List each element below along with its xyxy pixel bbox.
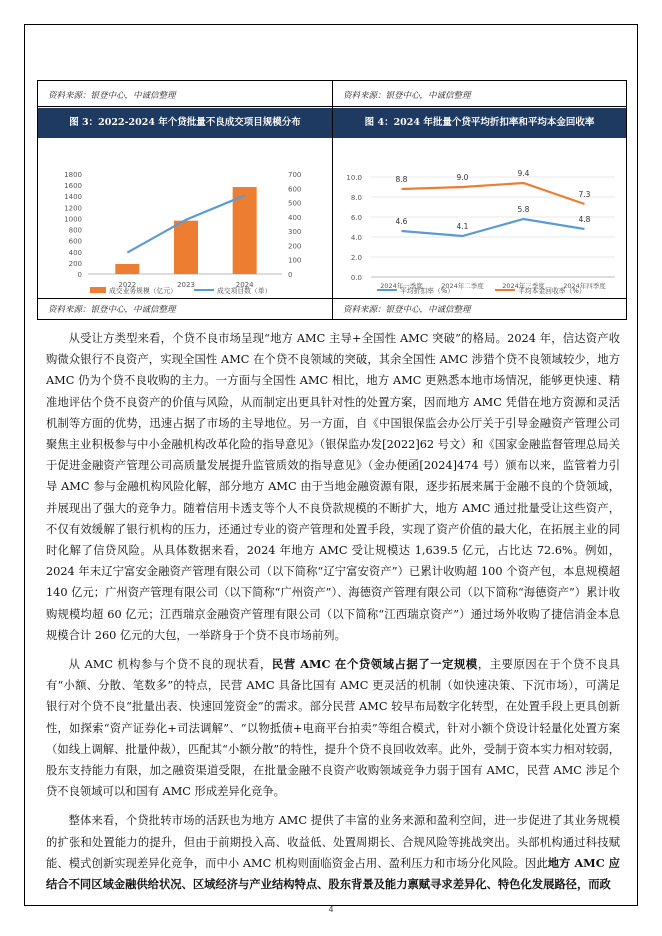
data-label-recovery: 7.3	[578, 190, 591, 199]
y-left-tick-label: 1600	[64, 182, 82, 191]
y-left-tick-label: 400	[68, 248, 82, 257]
legend-swatch-scale	[90, 287, 106, 293]
figure-3	[38, 81, 333, 319]
figure-4	[333, 81, 626, 319]
figure-table	[37, 80, 627, 320]
legend-label-discount: 平均折扣率（%）	[400, 287, 455, 295]
y-left-tick-label: 200	[68, 259, 82, 268]
bar-scale-2022	[115, 264, 139, 274]
data-label-recovery: 9.0	[456, 173, 469, 182]
data-label-discount: 5.8	[517, 205, 530, 214]
y-right-tick-label: 400	[288, 213, 302, 222]
body-paragraph	[46, 810, 620, 895]
legend-label-recovery: 平均本金回收率（%）	[518, 287, 586, 295]
y-tick-label: 8.0	[350, 194, 362, 202]
y-left-tick-label: 1000	[64, 215, 82, 224]
bold-text-run: 民营 AMC 在个贷领域占据了一定规模	[271, 657, 478, 672]
data-label-recovery: 8.8	[395, 175, 408, 184]
body-text	[46, 328, 620, 903]
y-tick-label: 10.0	[346, 174, 362, 182]
y-left-tick-label: 600	[68, 237, 82, 246]
data-label-discount: 4.1	[456, 222, 469, 231]
figure-3-source-bottom: 资料来源：银登中心，中诚信整理	[48, 305, 176, 315]
bold-text-run: 地方 AMC 应结合不同区域金融供给状况、区域经济与产业结构特点、股东背景及能力禀赋寻求差异化、特色化发展路径，而政	[46, 855, 620, 892]
page-number: 4	[328, 905, 334, 914]
bar-scale-2023	[174, 221, 198, 274]
y-left-tick-label: 0	[77, 271, 82, 279]
text-run: ，主要原因在于个贷不良具有“小额、分散、笔数多”的特点，民营 AMC 具备比国有 AMC 更灵活的机制（如快速决策、下沉市场），可满足银行对个贷不良“批量出表、快速回笼资金”的需求。部分民营 AMC 较早布局数字化转型，在处置手段上更具创新性，如探索“资产证券化+司法调解”、“以物抵债+电商平台拍卖”等组合模式，针对小额个贷设计轻量化处置方案（如线上调解、批量仲裁），匹配其“小额分散”的特性，提升个贷不良回收效率。此外，受制于资本实力相对较弱，股东支持能力有限，加之融资渠道受限，在批量金融不良资产收购领域竞争力弱于国有 AMC，民营 AMC 涉足个贷不良领域可以和国有 AMC 形成差异化竞争。	[46, 658, 620, 799]
legend-label-scale: 成交业务规模（亿元）	[109, 287, 177, 295]
x-tick-label: 2024	[235, 281, 254, 289]
figure-4-caption: 图 4：2024 年批量个贷平均折扣率和平均本金回收率	[333, 108, 626, 138]
y-tick-label: 2.0	[350, 254, 362, 262]
x-tick-label: 2022	[118, 281, 137, 289]
body-paragraph	[46, 328, 620, 646]
y-right-tick-label: 300	[288, 228, 302, 237]
text-run: 从 AMC 机构参与个贷不良的现状看，	[68, 658, 272, 672]
figure-3-source-top: 资料来源：银登中心，中诚信整理	[48, 91, 176, 101]
bar-scale-2024	[233, 187, 257, 274]
y-tick-label: 4.0	[350, 234, 362, 242]
y-right-tick-label: 0	[288, 271, 293, 279]
line-recovery	[402, 183, 585, 204]
y-right-tick-label: 700	[288, 171, 302, 179]
y-left-tick-label: 1400	[64, 193, 82, 202]
y-tick-label: 0.0	[350, 274, 362, 282]
figure-4-source-bottom: 资料来源：银登中心，中诚信整理	[343, 305, 471, 315]
body-paragraph	[46, 654, 620, 802]
text-run: 从受让方类型来看，个贷不良市场呈现“地方 AMC 主导+全国性 AMC 突破”的格局。2024 年，信达资产收购微众银行不良资产，实现全国性 AMC 在个贷不良领域的突破，其余全国性 AMC 涉猎个贷不良领域较少，地方 AMC 仍为个贷不良收购的主力。一方面与全国性 AMC 相比，地方 AMC 更熟悉本地市场情况，能够更快速、精准地评估个贷不良资产的价值与风险，从而制定出更具针对性的处置方案，因而地方 AMC 凭借在地方资源和灵活机制等方面的优势，迅速占据了市场的主导地位。另一方面，自《中国银保监会办公厅关于引导金融资产管理公司聚焦主业积极参与中小金融机构改革化险的指导意见》（银保监办发[2022]62 号文）和《国家金融监督管理总局关于促进金融资产管理公司高质量发展提升监管质效的指导意见》（金办便函[2024]474 号）颁布以来，监管着力引导 AMC 参与金融机构风险化解，部分地方 AMC 由于当地金融资源有限，逐步拓展来属于金融不良的个贷领域，并展现出了强大的竞争力。随着信用卡透支等个人不良贷款规模的不断扩大，地方 AMC 通过批量受让这些资产，不仅有效缓解了银行机构的压力，还通过专业的资产管理和处置手段，实现了资产价值的最大化，在拓展主业的同时化解了信贷风险。从具体数据来看，2024 年地方 AMC 受让规模达 1,639.5 亿元，占比达 72.6%。例如，2024 年末辽宁富安金融资产管理有限公司（以下简称“辽宁富安资产”）已累计收购超 100 个资产包，本息规模超 140 亿元；广州资产管理有限公司（以下简称“广州资产”）、海德资产管理有限公司（以下简称“海德资产”）累计收购规模均超 60 亿元；江西瑞京金融资产管理有限公司（以下简称“江西瑞京资产”）通过场外收购了捷信消金本息规模合计 260 亿元的大包，一举跻身于个贷不良市场前列。	[46, 332, 620, 642]
y-right-tick-label: 100	[288, 256, 302, 265]
figure-3-caption: 图 3：2022-2024 年个贷批量不良成交项目规模分布	[38, 108, 332, 138]
legend-label-count: 成交项目数（单）	[217, 287, 272, 295]
y-right-tick-label: 200	[288, 242, 302, 251]
x-tick-label: 2023	[177, 281, 195, 289]
y-left-tick-label: 1800	[64, 171, 82, 179]
figure-3-chart	[38, 139, 332, 299]
data-label-discount: 4.6	[395, 217, 408, 226]
x-tick-label: 2024年一季度	[380, 282, 423, 290]
x-tick-label: 2024年三季度	[502, 282, 545, 290]
x-tick-label: 2024年二季度	[441, 282, 484, 290]
y-left-tick-label: 800	[68, 226, 82, 235]
figure-4-chart	[333, 139, 626, 299]
y-right-tick-label: 500	[288, 199, 302, 208]
x-tick-label: 2024年四季度	[563, 282, 606, 290]
figure-4-source-top: 资料来源：银登中心，中诚信整理	[343, 91, 471, 101]
y-right-tick-label: 600	[288, 185, 302, 194]
text-run: 整体来看，个贷批转市场的活跃也为地方 AMC 提供了丰富的业务来源和盈利空间，进一步促进了其业务规模的扩张和处置能力的提升，但由于前期投入高、收益低、处置周期长、合规风险等挑战突出。头部机构通过科技赋能、模式创新实现差异化竞争，而中小 AMC 机构则面临资金占用、盈利压力和市场分化风险。因此	[46, 814, 620, 870]
data-label-discount: 4.8	[578, 215, 591, 224]
y-tick-label: 6.0	[350, 214, 362, 222]
y-left-tick-label: 1200	[64, 204, 82, 213]
data-label-recovery: 9.4	[517, 169, 530, 178]
line-discount	[402, 219, 585, 236]
